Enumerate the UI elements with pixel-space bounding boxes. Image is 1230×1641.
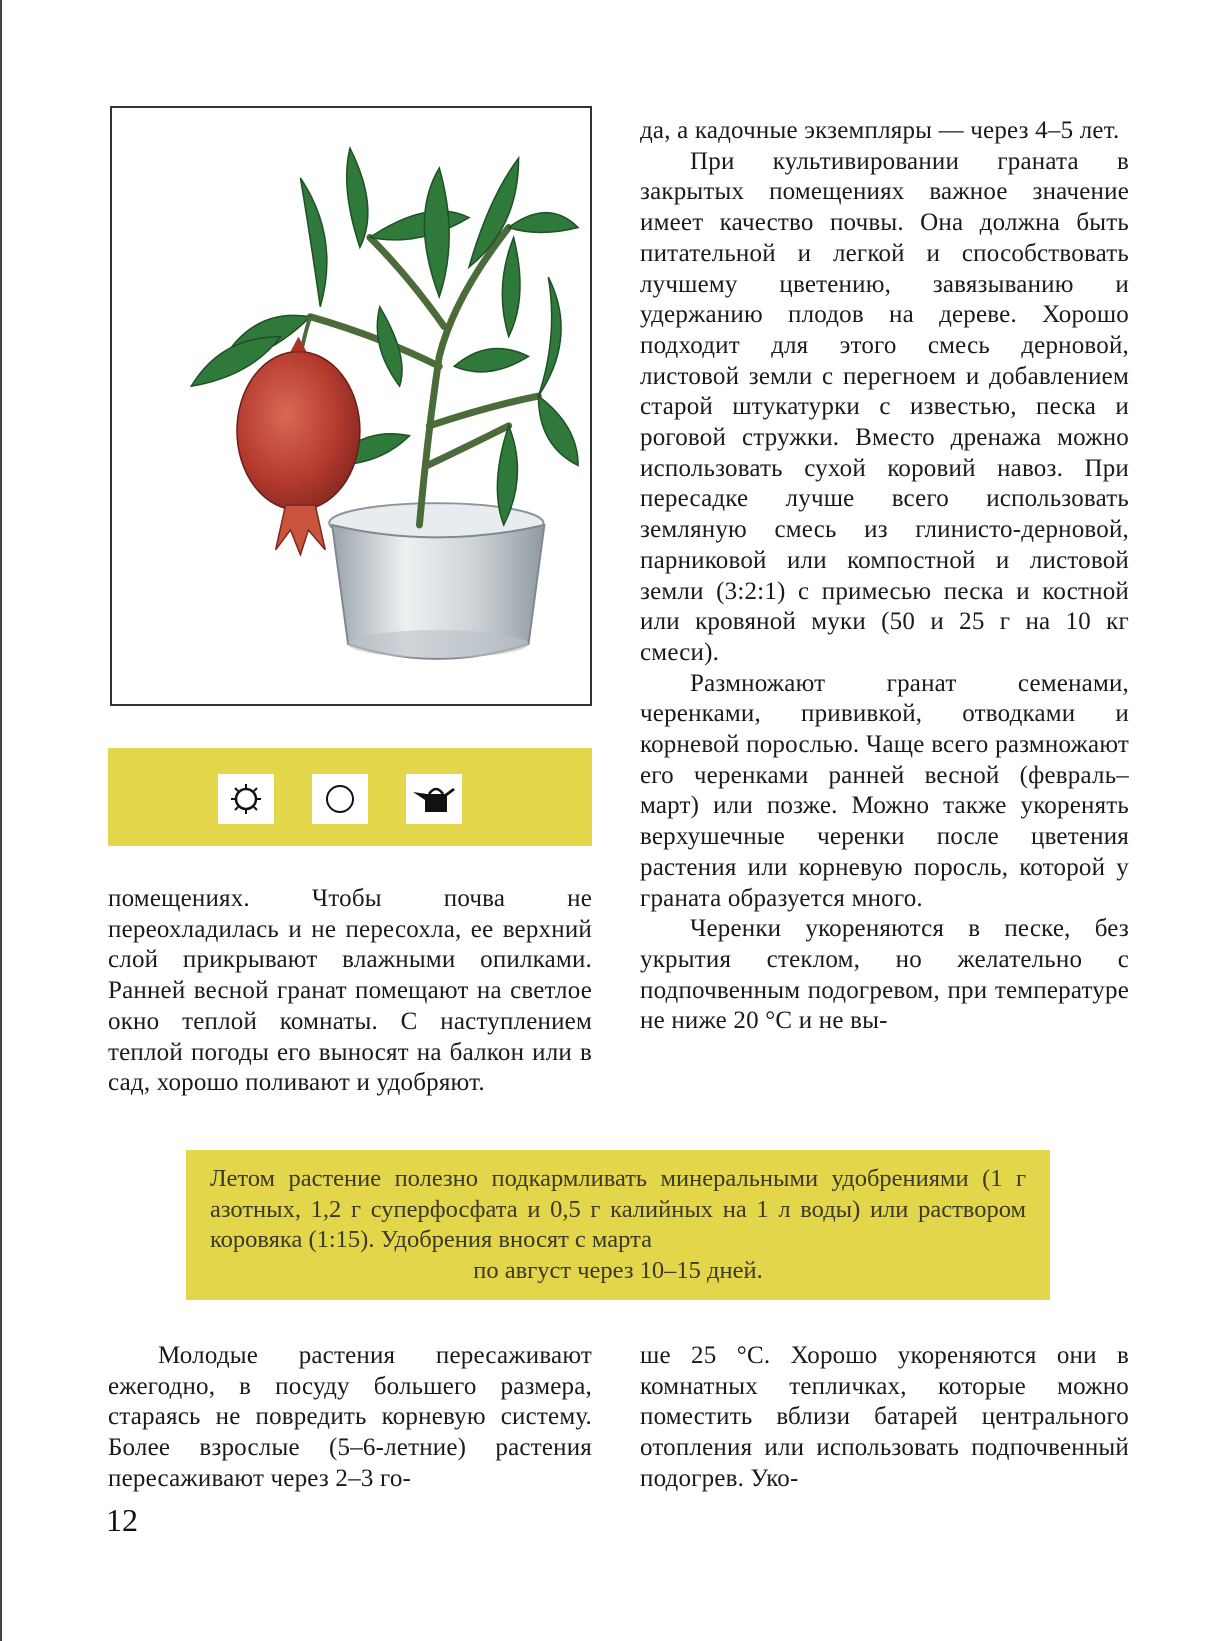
paragraph: помещениях. Чтобы почва не переохладилась и не пересохла, ее верхний слой прикрывают влажными опилками. Ранней весной гранат помещают на светлое окно теплой комнаты. С наступлением теплой погоды его выносят на балкон или в сад, хорошо поливают и удобряют. (108, 885, 592, 1097)
paragraph: ше 25 °С. Хорошо укореняются они в комнатных тепличках, которые можно поместить вблизи батарей центрального отопления или использовать подпочвенный подогрев. Уко- (640, 1342, 1129, 1492)
fertilizer-tip-box (186, 1150, 1050, 1300)
page-number: 12 (106, 1502, 138, 1538)
right-column-bottom (640, 1341, 1129, 1495)
circle-icon (312, 774, 368, 824)
care-icons-strip (108, 748, 592, 846)
paragraph: Размножают гранат семенами, черенками, прививкой, отводками и корневой порослью. Чаще всего размножают его черенками ранней весной (февраль–март) или позже. Можно также укоренять верхушечные черенки после цветения растения или корневую поросль, которой у граната образуется много. (640, 669, 1129, 912)
tip-text-last-line: по август через 10–15 дней. (473, 1256, 763, 1284)
left-column-middle (108, 884, 592, 1099)
pomegranate-illustration (110, 106, 592, 706)
right-column-top (640, 116, 1129, 1037)
paragraph: При культивировании граната в закрытых помещениях важное значение имеет качество почвы. Она должна быть питательной и легкой и способствовать лучшему цветению, завязыванию и удержанию плодов на дереве. Хорошо подходит для этого смесь дерновой, листовой земли с перегноем и добавлением старой штукатурки с известью, песка и роговой стружки. Вместо дренажа можно использовать сухой коровий навоз. При пересадке лучше всего использовать земляную смесь из глинисто-дерновой, парниковой или компостной и листовой земли (3:2:1) с примесью песка и костной или кровяной муки (50 и 25 г на 10 кг смеси). (640, 147, 1129, 666)
paragraph: Молодые растения пересаживают ежегодно, в посуду большего размера, стараясь не повредить корневую систему. Более взрослые (5–6-летние) растения пересаживают через 2–3 го- (108, 1342, 592, 1492)
paragraph: Черенки укореняются в песке, без укрытия стеклом, но желательно с подпочвенным подогревом, при температуре не ниже 20 °С и не вы- (640, 915, 1129, 1035)
watering-can-icon (406, 774, 462, 824)
page-edge (0, 0, 2, 1641)
sun-icon (218, 774, 274, 824)
paragraph: да, а кадочные экземпляры — через 4–5 лет. (640, 117, 1120, 144)
left-column-bottom (108, 1341, 592, 1495)
tip-text: Летом растение полезно подкармливать минеральными удобрениями (1 г азотных, 1,2 г суперфосфата и 0,5 г калийных на 1 л воды) или раствором коровяка (1:15). Удобрения вносят с марта (210, 1165, 1026, 1253)
